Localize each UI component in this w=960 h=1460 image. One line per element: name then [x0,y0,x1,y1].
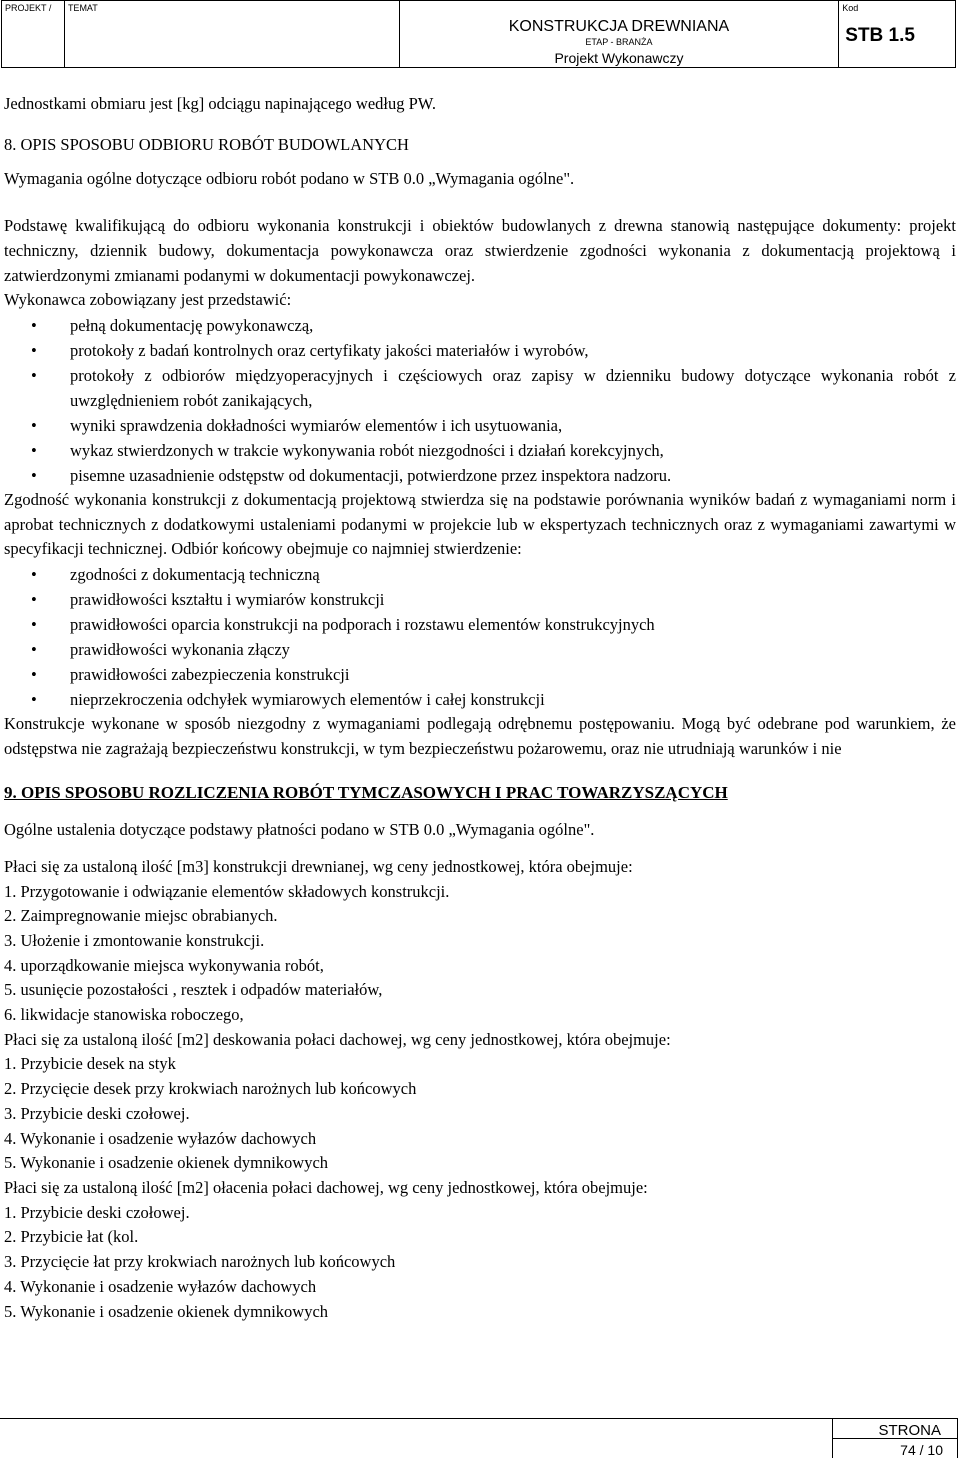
bullet-icon: • [31,665,37,685]
footer-page-number: 74 / 10 [900,1442,943,1458]
list-item: • protokoły z odbiorów międzyoperacyjnych i częściowych oraz zapisy w dzienniku budowy dotyczące wykonania robót z uwzględnieniem robót zanikających, [4,363,956,413]
list-odbior-koncowy [4,562,956,712]
header-kod-label: Kod [842,3,859,13]
list-dokumenty-wykonawcy [4,313,956,488]
bullet-icon: • [31,690,37,710]
footer-box-divider [833,1438,957,1439]
document-body [4,92,956,1324]
bullet-icon: • [31,365,37,385]
paragraph-wymagania-ogolne: Wymagania ogólne dotyczące odbioru robót podano w STB 0.0 „Wymagania ogólne". [4,169,575,189]
footer-divider [0,1418,957,1419]
paragraph-podstawa-odbioru: Podstawę kwalifikującą do odbioru wykonania konstrukcji i obiektów budowlanych z drewna stanowią następujące dokumenty: projekt techniczny, dziennik budowy, dokumentacja powykonawcza oraz stwierdzenie zgodności wykonania z dokumentacją projektową i zatwierdzonymi zmianami podanymi w dokumentacji powykonawczej. [4,216,956,285]
payment-intro-deskowanie: Płaci się za ustaloną ilość [m2] deskowania połaci dachowej, wg ceny jednostkowej, która obejmuje: [4,1029,671,1049]
header-title-cell [399,1,839,68]
bullet-icon: • [31,340,37,360]
header-title: KONSTRUKCJA DREWNIANA [508,18,730,35]
list-item: 4. Wykonanie i osadzenie wyłazów dachowych [4,1128,317,1148]
bullet-icon: • [31,590,37,610]
header-projekt-type: Projekt Wykonawczy [554,50,684,66]
header-projekt-cell [2,1,65,68]
list-item: 5. Wykonanie i osadzenie okienek dymnikowych [4,1153,329,1173]
bullet-icon: • [31,415,37,435]
footer-page-box [832,1418,958,1458]
list-item: 2. Przybicie łat (kol. [4,1227,139,1247]
list-item: 3. Przycięcie łat przy krokwiach narożnych lub końcowych [4,1252,396,1272]
bullet-icon: • [31,615,37,635]
page-header [0,0,960,70]
header-temat-cell [64,1,399,68]
list-item: 2. Zaimpregnowanie miejsc obrabianych. [4,906,278,926]
list-item: • pisemne uzasadnienie odstępstw od dokumentacji, potwierdzone przez inspektora nadzoru. [4,463,956,488]
paragraph-zgodnosc: Zgodność wykonania konstrukcji z dokumentacją projektową stwierdza się na podstawie porównania wyników badań z wymaganiami norm i aprobat technicznych z dodatkowymi ustaleniami podanymi w projekcie lub w ekspertyzach technicznych oraz z wymaganiami zawartymi w specyfikacji technicznej. Odbiór końcowy obejmuje co najmniej stwierdzenie: [4,489,956,559]
list-item: • wykaz stwierdzonych w trakcie wykonywania robót niezgodności i działań korekcyjnych, [4,438,956,463]
list-item: • zgodności z dokumentacją techniczną [4,562,956,587]
list-item: 3. Ułożenie i zmontowanie konstrukcji. [4,930,265,950]
list-item: • wyniki sprawdzenia dokładności wymiarów elementów i ich usytuowania, [4,413,956,438]
list-item: • prawidłowości kształtu i wymiarów konstrukcji [4,587,956,612]
list-item: 3. Przybicie deski czołowej. [4,1103,190,1123]
list-item: 4. Wykonanie i osadzenie wyłazów dachowych [4,1276,317,1296]
header-etap: ETAP - BRANŻA [585,37,653,47]
list-item: 1. Przybicie desek na styk [4,1054,176,1074]
list-item: • prawidłowości zabezpieczenia konstrukcji [4,662,956,687]
bullet-icon: • [31,640,37,660]
header-kod-value: STB 1.5 [845,25,915,46]
header-table [1,0,956,68]
list-item: • nieprzekroczenia odchyłek wymiarowych elementów i całej konstrukcji [4,687,956,712]
payment-intro-olacenie: Płaci się za ustaloną ilość [m2] ołacenia połaci dachowej, wg ceny jednostkowej, która obejmuje: [4,1177,648,1197]
list-item: 1. Przygotowanie i odwiązanie elementów składowych konstrukcji. [4,881,450,901]
header-projekt-label: PROJEKT / [5,3,52,13]
bullet-icon: • [31,315,37,335]
list-item: • prawidłowości wykonania złączy [4,637,956,662]
paragraph-platnosci: Ogólne ustalenia dotyczące podstawy płatności podano w STB 0.0 „Wymagania ogólne". [4,820,595,840]
list-item: 1. Przybicie deski czołowej. [4,1202,190,1222]
footer-strona-label: STRONA [878,1422,941,1439]
list-item: • pełną dokumentację powykonawczą, [4,313,956,338]
list-item: • prawidłowości oparcia konstrukcji na podporach i rozstawu elementów konstrukcyjnych [4,612,956,637]
paragraph-niezgodnosci: Konstrukcje wykonane w sposób niezgodny z wymaganiami podlegają odrębnemu postępowaniu. Mogą być odebrane pod warunkiem, że odstępstwa nie zagrażają bezpieczeństwu konstrukcji, w tym bezpieczeństwu pożarowemu, oraz nie utrudniają warunków i nie [4,714,956,758]
list-item: • protokoły z badań kontrolnych oraz certyfikaty jakości materiałów i wyrobów, [4,338,956,363]
paragraph-wykonawca: Wykonawca zobowiązany jest przedstawić: [4,290,292,310]
header-kod-cell [839,1,956,68]
bullet-icon: • [31,465,37,485]
list-item: 6. likwidacje stanowiska roboczego, [4,1005,244,1025]
section-heading-8: 8. OPIS SPOSOBU ODBIORU ROBÓT BUDOWLANYCH [4,134,409,154]
list-item: 2. Przycięcie desek przy krokwiach narożnych lub końcowych [4,1079,417,1099]
page-footer [0,1418,960,1460]
list-item: 4. uporządkowanie miejsca wykonywania robót, [4,955,324,975]
paragraph-obmiar: Jednostkami obmiaru jest [kg] odciągu napinającego według PW. [4,94,436,113]
list-item: 5. usunięcie pozostałości , resztek i odpadów materiałów, [4,980,383,1000]
header-temat-label: TEMAT [67,3,98,13]
bullet-icon: • [31,565,37,585]
payment-intro-konstrukcja: Płaci się za ustaloną ilość [m3] konstrukcji drewnianej, wg ceny jednostkowej, która obejmuje: [4,856,633,876]
section-heading-9: 9. OPIS SPOSOBU ROZLICZENIA ROBÓT TYMCZASOWYCH I PRAC TOWARZYSZĄCYCH [4,783,728,803]
list-item: 5. Wykonanie i osadzenie okienek dymnikowych [4,1301,329,1321]
bullet-icon: • [31,440,37,460]
